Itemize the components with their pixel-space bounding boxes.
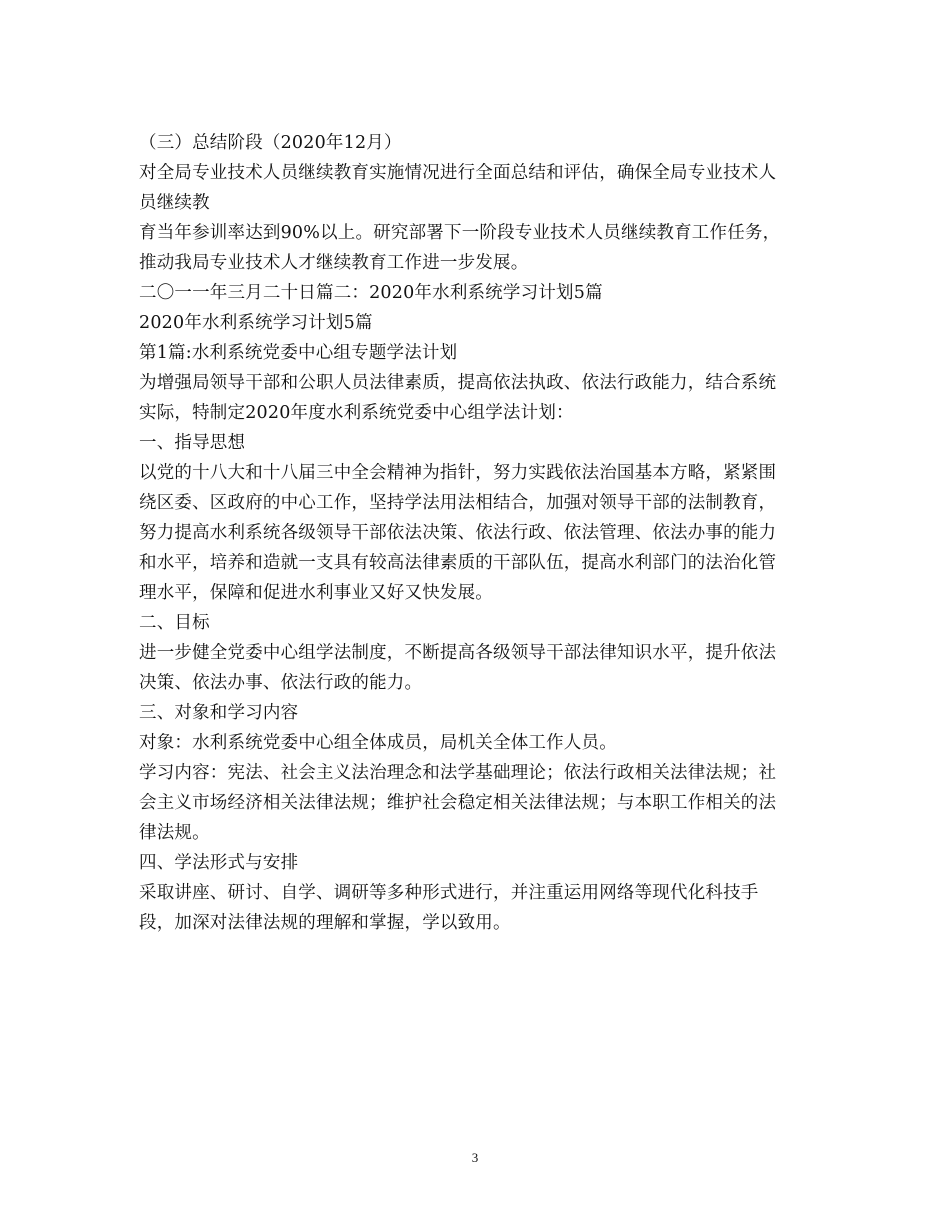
page-number: 3 [471, 1150, 479, 1165]
paragraph-line: 育当年参训率达到90%以上。研究部署下一阶段专业技术人员继续教育工作任务， [139, 223, 781, 243]
paragraph-line: 以党的十八大和十八届三中全会精神为指针，努力实践依法治国基本方略，紧紧围 [139, 463, 777, 483]
paragraph-line: 实际，特制定2020年度水利系统党委中心组学法计划： [139, 403, 574, 423]
paragraph-line: 绕区委、区政府的中心工作，坚持学法用法相结合，加强对领导干部的法制教育， [139, 493, 777, 513]
section-heading-guiding-ideology: 一、指导思想 [139, 433, 246, 453]
paragraph-line: 对全局专业技术人员继续教育实施情况进行全面总结和评估，确保全局专业技术人 [139, 163, 777, 183]
section-heading-targets-content: 三、对象和学习内容 [139, 703, 299, 723]
article-title: 第1篇:水利系统党委中心组专题学法计划 [139, 343, 458, 363]
paragraph-line: 学习内容：宪法、社会主义法治理念和法学基础理论；依法行政相关法律法规；社 [139, 763, 777, 783]
paragraph-line: 会主义市场经济相关法律法规；维护社会稳定相关法律法规；与本职工作相关的法 [139, 793, 777, 813]
document-body [139, 128, 819, 938]
paragraph-line: 推动我局专业技术人才继续教育工作进一步发展。 [139, 253, 529, 273]
paragraph-line: 理水平，保障和促进水利事业又好又快发展。 [139, 583, 493, 603]
date-and-chapter-line: 二〇一一年三月二十日篇二：2020年水利系统学习计划5篇 [139, 283, 603, 303]
paragraph-line: 段，加深对法律法规的理解和掌握，学以致用。 [139, 913, 511, 933]
paragraph-line: 员继续教 [139, 193, 210, 213]
section-heading-goals: 二、目标 [139, 613, 210, 633]
paragraph-line: 进一步健全党委中心组学法制度，不断提高各级领导干部法律知识水平，提升依法 [139, 643, 777, 663]
section-heading-summary-stage: （三）总结阶段（2020年12月） [139, 133, 402, 153]
paragraph-line: 决策、依法办事、依法行政的能力。 [139, 673, 423, 693]
paragraph-line: 律法规。 [139, 823, 210, 843]
paragraph-line: 对象：水利系统党委中心组全体成员，局机关全体工作人员。 [139, 733, 617, 753]
paragraph-line: 和水平，培养和造就一支具有较高法律素质的干部队伍，提高水利部门的法治化管 [139, 553, 777, 573]
paragraph-line: 采取讲座、研讨、自学、调研等多种形式进行，并注重运用网络等现代化科技手 [139, 883, 759, 903]
paragraph-line: 为增强局领导干部和公职人员法律素质，提高依法执政、依法行政能力，结合系统 [139, 373, 777, 393]
chapter-title: 2020年水利系统学习计划5篇 [139, 313, 373, 333]
section-heading-forms-arrangement: 四、学法形式与安排 [139, 853, 299, 873]
paragraph-line: 努力提高水利系统各级领导干部依法决策、依法行政、依法管理、依法办事的能力 [139, 523, 777, 543]
